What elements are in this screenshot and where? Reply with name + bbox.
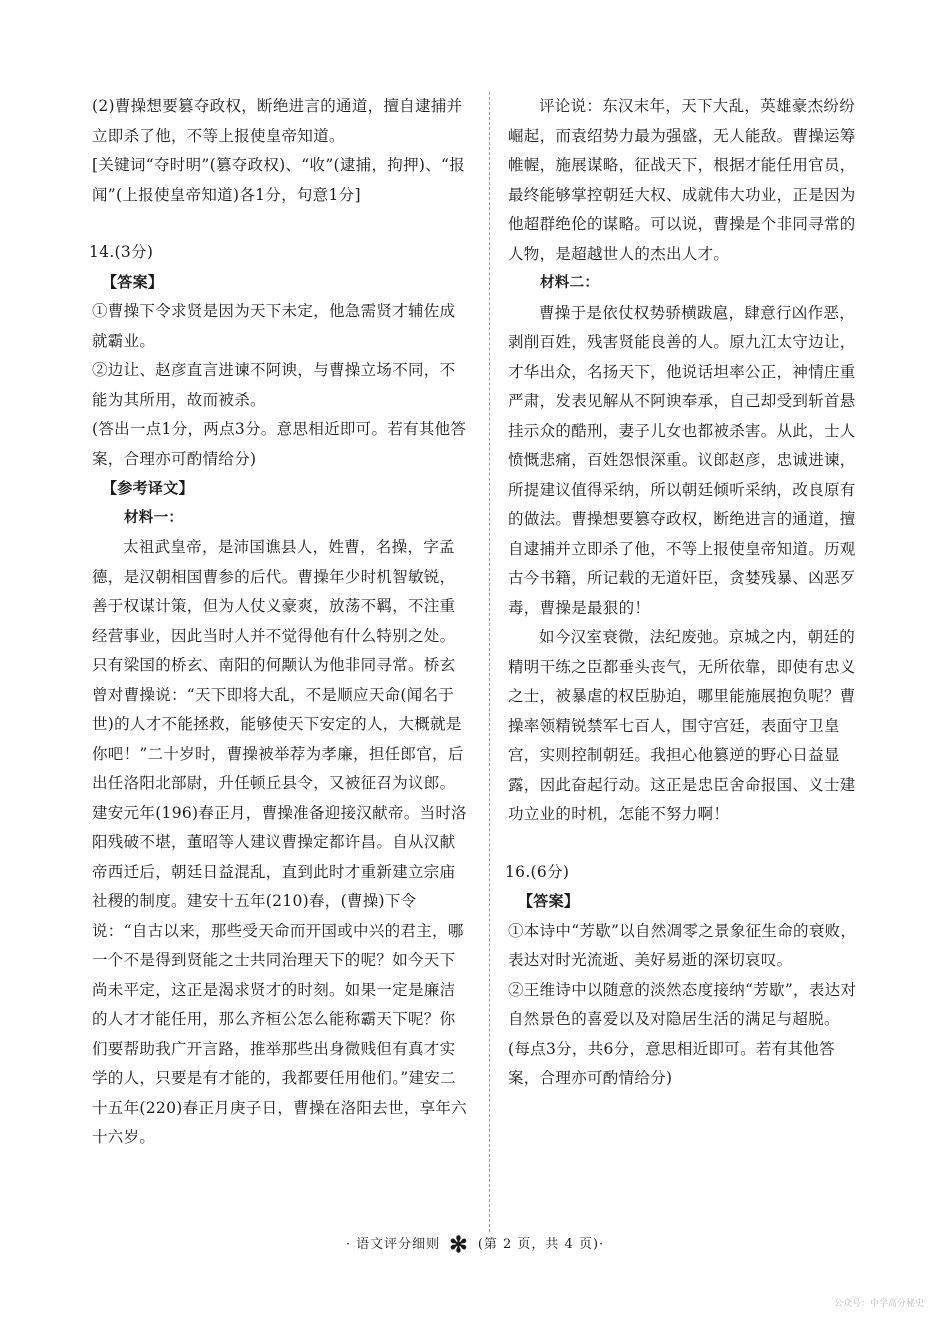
material-1-text: 太祖武皇帝，是沛国谯县人，姓曹，名操，字孟德，是汉朝相国曹参的后代。曹操年少时机智敏锐，善于权谋计策，但为人仗义豪爽，放荡不羁，不注重经营事业，因此当时人并不觉得他有什么特别之处。只有梁国的桥玄、南阳的何颙认为他非同寻常。桥玄曾对曹操说：“天下即将大乱，不是顺应天命(闻名于世)的人才不能拯救，能够使天下安定的人，大概就是你吧！”二十岁时，曹操被举荐为孝廉，担任郎官，后出任洛阳北部尉，升任顿丘县令，又被征召为议郎。建安元年(196)春正月，曹操准备迎接汉献帝。当时洛阳残破不堪，董昭等人建议曹操定都许昌。自从汉献帝西迁后，朝廷日益混乱，直到此时才重新建立宗庙社稷的制度。建安十五年(210)春，(曹操)下令说：“自古以来，那些受天命而开国或中兴的君主，哪一个不是得到贤能之士共同治理天下的呢？如今天下尚未平定，这正是渴求贤才的时刻。如果一定是廉洁的人才才能任用，那么齐桓公怎么能称霸天下呢？你们要帮助我广开言路，推举那些出身微贱但有真才实学的人，只要是有才能的，我都要任用他们。”建安二十五年(220)春正月庚子日，曹操在洛阳去世，享年六十六岁。: [92, 538, 467, 1146]
question-14-label: 14.(3分): [89, 243, 154, 261]
commentary-text: 评论说：东汉末年，天下大乱，英雄豪杰纷纷崛起，而袁绍势力最为强盛，无人能敌。曹操运筹帷幄，施展谋略，征战天下，根据才能任用官员，最终能够掌控朝廷大权、成就伟大功业，正是因为他超群绝伦的谋略。可以说，曹操是个非同寻常的人物，是超越世人的杰出人才。: [508, 97, 856, 263]
right-column: [505, 92, 864, 1094]
q16-scoring-note: (每点3分，共6分，意思相近即可。若有其他答案，合理亦可酌情给分): [508, 1039, 835, 1087]
material-2-label: 材料二：: [540, 275, 600, 291]
asterisk-icon: ✻: [449, 1232, 469, 1258]
q16-answer-2: ②王维诗中以随意的淡然态度接纳“芳歇”，表达对自然景色的喜爱以及对隐居生活的满足与超脱。: [508, 980, 857, 1028]
q14-translation-heading: 【参考译文】: [102, 479, 194, 497]
page-footer: [0, 1232, 950, 1258]
column-divider: [489, 92, 490, 1232]
q16-answer-1: ①本诗中“芳歇”以自然凋零之景象征生命的衰败，表达对时光流逝、美好易逝的深切哀叹。: [508, 921, 857, 969]
q13-part2-keywords: [关键词“夺时明”(篡夺政权)、“收”(逮捕，拘押)、“报闻”(上报使皇帝知道)各1分，句意1分]: [92, 156, 466, 204]
q14-scoring-note: (答出一点1分，两点3分。意思相近即可。若有其他答案，合理亦可酌情给分): [92, 420, 467, 468]
q16-answer-heading: 【答案】: [518, 892, 580, 910]
q14-answer-2: ②边让、赵彦直言进谏不阿谀，与曹操立场不同，不能为其所用，故而被杀。: [92, 361, 456, 409]
q14-answer-heading: 【答案】: [102, 272, 164, 291]
q14-answer-1: ①曹操下令求贤是因为天下未定，他急需贤才辅佐成就霸业。: [92, 302, 456, 350]
footer-page-number: (第 2 页，共 4 页)·: [477, 1237, 605, 1252]
material-2-paragraph-2: 如今汉室衰微，法纪废弛。京城之内，朝廷的精明干练之臣都垂头丧气，无所依靠，即使有忠义之士，被暴虐的权臣胁迫，哪里能施展抱负呢？曹操率领精锐禁军七百人，围守宫廷，表面守卫皇宫，实则控制朝廷。我担心他篡逆的野心日益显露，因此奋起行动。这正是忠臣舍命报国、义士建功立业的时机，怎能不努力啊！: [508, 628, 856, 823]
footer-title: · 语文评分细则: [345, 1237, 441, 1252]
watermark: 公众号：中学高分秘史: [833, 1299, 924, 1309]
material-1-label: 材料一：: [124, 509, 184, 526]
q13-part2-answer: (2)曹操想要篡夺政权，断绝进言的通道，擅自逮捕并立即杀了他，不等上报使皇帝知道。: [92, 97, 463, 145]
left-column: [89, 92, 470, 1153]
material-2-paragraph-1: 曹操于是依仗权势骄横跋扈，肆意行凶作恶，剥削百姓，残害贤能良善的人。原九江太守边让，才华出众，名扬天下，他说话坦率公正，神情庄重严肃，发表见解从不阿谀奉承，自己却受到斩首悬挂示众的酷刑，妻子儿女也都被杀害。从此，士人愤慨悲痛，百姓怨恨深重。议郎赵彦，忠诚进谏，所提建议值得采纳，所以朝廷倾听采纳，改良原有的做法。曹操想要篡夺政权，断绝进言的通道，擅自逮捕并立即杀了他，不等上报使皇帝知道。历观古今书籍，所记载的无道奸臣，贪婪残暴、凶恶歹毒，曹操是最狠的！: [508, 303, 856, 617]
question-16-label: 16.(6分): [505, 862, 570, 881]
